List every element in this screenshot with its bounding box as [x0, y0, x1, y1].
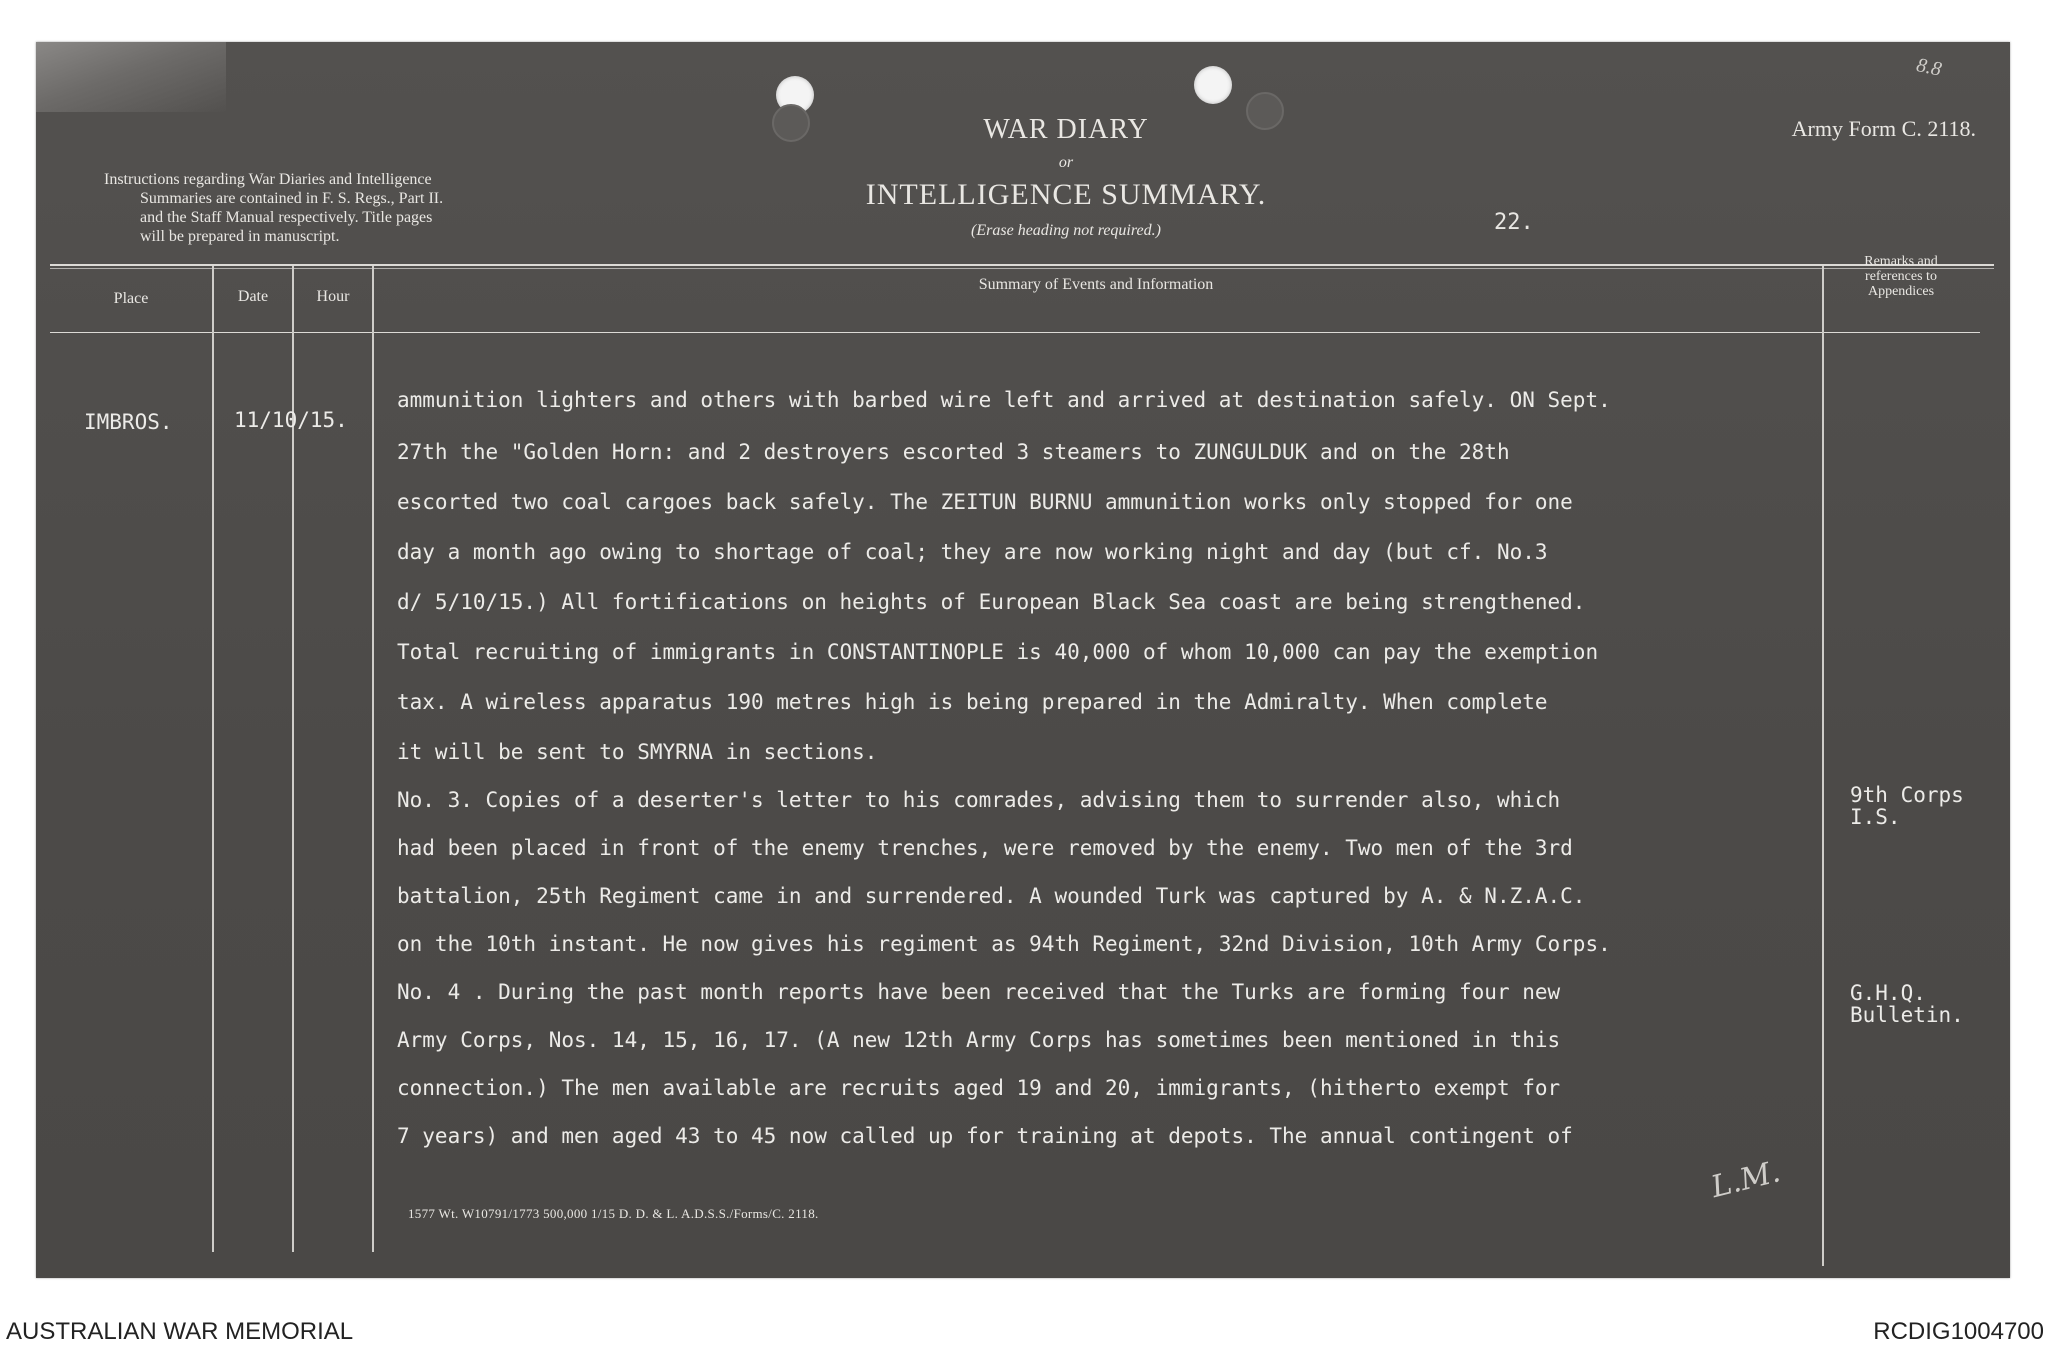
column-heading-summary: Summary of Events and Information [978, 276, 1214, 293]
remark-9th-corps: 9th Corps I.S. [1850, 783, 1964, 829]
entry-date: 11/10/15. [234, 408, 348, 432]
summary-line: ammunition lighters and others with barbed wire left and arrived at destination safely. ON Sept. [397, 388, 1611, 412]
column-heading-date: Date [237, 288, 269, 305]
column-heading-remarks [1826, 254, 1976, 299]
summary-line: escorted two coal cargoes back safely. The ZEITUN BURNU ammunition works only stopped for one [397, 490, 1573, 514]
form-number: Army Form C. 2118. [1791, 116, 1976, 141]
summary-line: connection.) The men available are recruits aged 19 and 20, immigrants, (hitherto exempt for [397, 1076, 1561, 1100]
worn-corner [36, 42, 226, 112]
summary-line: Total recruiting of immigrants in CONSTANTINOPLE is 40,000 of whom 10,000 can pay the exemption [397, 640, 1599, 664]
remarks-heading-line: Appendices [1867, 284, 1935, 299]
summary-line: on the 10th instant. He now gives his regiment as 94th Regiment, 32nd Division, 10th Army Corps. [397, 932, 1611, 956]
instructions-note [104, 170, 624, 246]
instructions-line: Instructions regarding War Diaries and Intelligence [104, 171, 432, 188]
remarks-heading-line: references to [1865, 269, 1937, 284]
summary-line: day a month ago owing to shortage of coal; they are now working night and day (but cf. No.3 [397, 540, 1548, 564]
column-divider-summary [1822, 266, 1824, 1266]
column-heading-hour: Hour [316, 288, 350, 305]
page-number: 22. [1494, 210, 1534, 235]
summary-line: d/ 5/10/15.) All fortifications on heights of European Black Sea coast are being strengthened. [397, 590, 1586, 614]
column-divider-place [212, 266, 214, 1252]
column-heading-place: Place [113, 290, 149, 307]
header-rule-top [50, 264, 1994, 266]
form-subtitle: INTELLIGENCE SUMMARY. [865, 178, 1267, 211]
erase-note: (Erase heading not required.) [971, 222, 1161, 239]
archive-reference: RCDIG1004700 [1873, 1318, 2044, 1345]
printer-imprint: 1577 Wt. W10791/1773 500,000 1/15 D. D. & L. A.D.S.S./Forms/C. 2118. [408, 1206, 819, 1221]
entry-place: IMBROS. [84, 410, 173, 434]
summary-line: it will be sent to SMYRNA in sections. [397, 740, 878, 764]
summary-line: had been placed in front of the enemy trenches, were removed by the enemy. Two men of the 3rd [397, 836, 1573, 860]
archive-caption: AUSTRALIAN WAR MEMORIAL [6, 1318, 354, 1345]
corner-mark: 8.8 [1914, 54, 1944, 81]
instructions-line: Summaries are contained in F. S. Regs., Part II. [140, 190, 444, 207]
summary-line: 27th the "Golden Horn: and 2 destroyers escorted 3 steamers to ZUNGULDUK and on the 28th [397, 440, 1510, 464]
column-divider-hour [372, 266, 374, 1252]
summary-line: 7 years) and men aged 43 to 45 now called up for training at depots. The annual contingent of [397, 1124, 1573, 1148]
summary-line: battalion, 25th Regiment came in and surrendered. A wounded Turk was captured by A. & N.Z.A.C. [397, 884, 1586, 908]
handwritten-initials: L.M. [1707, 1154, 1784, 1206]
header-rule-top-inner [50, 268, 1994, 269]
summary-line: No. 4 . During the past month reports have been received that the Turks are forming four new [397, 980, 1561, 1004]
summary-line: tax. A wireless apparatus 190 metres high is being prepared in the Admiralty. When complete [397, 690, 1548, 714]
form-title-or: or [1058, 154, 1074, 171]
summary-line: Army Corps, Nos. 14, 15, 16, 17. (A new 12th Army Corps has sometimes been mentioned in this [397, 1028, 1561, 1052]
remark-ghq-bulletin: G.H.Q. Bulletin. [1850, 981, 1964, 1027]
summary-line: No. 3. Copies of a deserter's letter to his comrades, advising them to surrender also, which [397, 788, 1561, 812]
instructions-line: will be prepared in manuscript. [140, 228, 340, 245]
remarks-heading-line: Remarks and [1864, 254, 1938, 269]
header-rule-bottom [50, 332, 1980, 333]
instructions-line: and the Staff Manual respectively. Title pages [140, 209, 433, 226]
form-title: WAR DIARY [983, 114, 1149, 145]
punch-hole-right [1194, 66, 1232, 104]
